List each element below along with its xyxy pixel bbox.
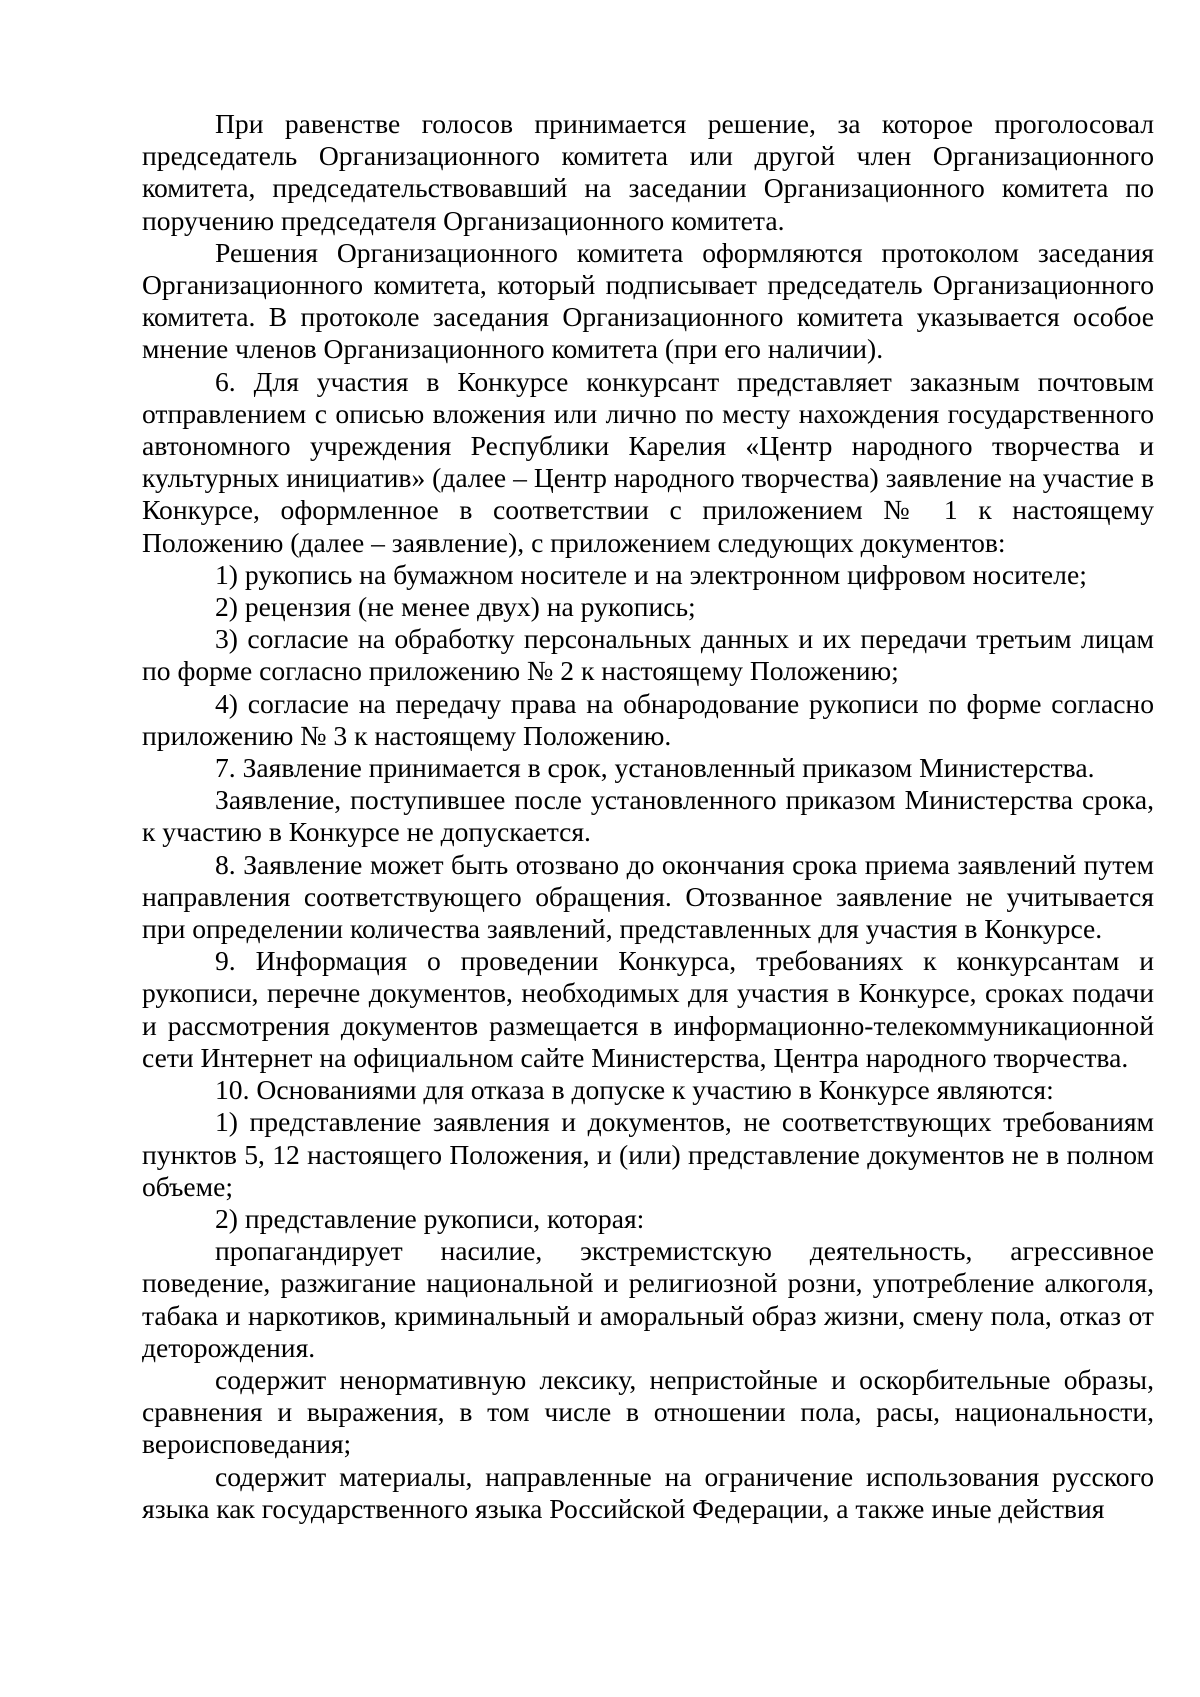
list-item-review: 2) рецензия (не менее двух) на рукопись; — [215, 591, 696, 623]
paragraph-obscene-language: содержит ненормативную лексику, непристойные и оскорбительные образы, сравнения и выражения, в том числе в отношении пола, расы, национальности, вероисповедания; — [142, 1363, 1154, 1460]
list-item-manuscript-which: 2) представление рукописи, которая: — [215, 1202, 645, 1234]
paragraph-russian-language-restriction: содержит материалы, направленные на ограничение использования русского языка как государственного языка Российской Федерации, а также иные действия — [142, 1460, 1154, 1524]
paragraph-tie-vote: При равенстве голосов принимается решение, за которое проголосовал председатель Организационного комитета или другой член Организационного комитета, председательствовавший на заседании Организационного комитета по поручению председателя Организационного комитета. — [142, 108, 1154, 236]
paragraph-committee-decisions: Решения Организационного комитета оформляются протоколом заседания Организационного комитета, который подписывает председатель Организационного комитета. В протоколе заседания Организационного комитета указывается особое мнение членов Организационного комитета (при его наличии). — [142, 236, 1154, 365]
paragraph-late-application: Заявление, поступившее после установленного приказом Министерства срока, к участию в Конкурсе не допускается. — [142, 784, 1154, 848]
paragraph-item-7-deadline: 7. Заявление принимается в срок, установленный приказом Министерства. — [215, 752, 1095, 784]
document-page — [142, 108, 1154, 1525]
paragraph-item-6-participation: 6. Для участия в Конкурсе конкурсант представляет заказным почтовым отправлением с описью вложения или лично по месту нахождения государственного автономного учреждения Республики Карелия «Центр народного творчества и культурных инициатив» (далее – Центр народного творчества) заявление на участие в Конкурсе, оформленное в соответствии с приложением № 1 к настоящему Положению (далее – заявление), с приложением следующих документов: — [142, 365, 1154, 558]
list-item-personal-data-consent: 3) согласие на обработку персональных данных и их передачи третьим лицам по форме согласно приложению № 2 к настоящему Положению; — [142, 623, 1154, 687]
paragraph-item-10-refusal-grounds: 10. Основаниями для отказа в допуске к участию в Конкурсе являются: — [215, 1074, 1054, 1106]
paragraph-propaganda: пропагандирует насилие, экстремистскую деятельность, агрессивное поведение, разжигание национальной и религиозной розни, употребление алкоголя, табака и наркотиков, криминальный и аморальный образ жизни, смену пола, отказ от деторождения. — [142, 1235, 1154, 1363]
list-item-noncompliant-documents: 1) представление заявления и документов, не соответствующих требованиям пунктов 5, 12 настоящего Положения, и (или) представление документов не в полном объеме; — [142, 1106, 1154, 1202]
paragraph-item-9-information: 9. Информация о проведении Конкурса, требованиях к конкурсантам и рукописи, перечне документов, необходимых для участия в Конкурсе, сроках подачи и рассмотрения документов размещается в информационно-телекоммуникационной сети Интернет на официальном сайте Министерства, Центра народного творчества. — [142, 945, 1154, 1073]
list-item-manuscript: 1) рукопись на бумажном носителе и на электронном цифровом носителе; — [215, 558, 1087, 590]
list-item-publication-consent: 4) согласие на передачу права на обнародование рукописи по форме согласно приложению № 3 к настоящему Положению. — [142, 687, 1154, 751]
paragraph-item-8-withdrawal: 8. Заявление может быть отозвано до окончания срока приема заявлений путем направления соответствующего обращения. Отозванное заявление не учитывается при определении количества заявлений, представленных для участия в Конкурсе. — [142, 848, 1154, 945]
